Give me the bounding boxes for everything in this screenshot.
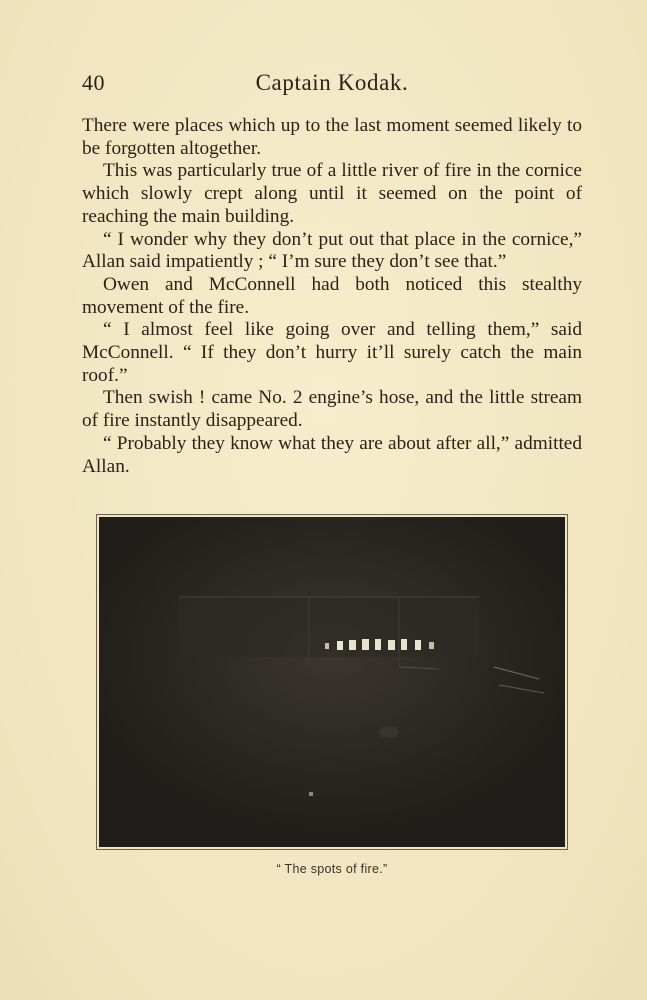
page-header [82,70,582,100]
paragraph: “ Probably they know what they are about after all,” admitted Allan. [82,432,582,477]
fire-spot [337,641,343,650]
paragraph: Then swish ! came No. 2 engine’s hose, and the little stream of fire instantly disappeared. [82,387,582,432]
photo-background [99,517,565,847]
figure-caption: “ The spots of fire.” [276,862,388,876]
fire-spot [415,640,421,650]
fire-scene-illustration [99,517,565,847]
fire-spot [362,639,369,650]
photo-frame [96,514,568,850]
paragraph: There were places which up to the last moment seemed likely to be forgotten altogether. [82,115,582,159]
paragraph: “ I almost feel like going over and telling them,” said McConnell. “ If they don’t hurry it’ll surely catch the main roof.” [82,319,582,386]
paragraph: “ I wonder why they don’t put out that place in the cornice,” Allan said impatiently ; “ I’m sure they don’t see that.” [82,228,582,273]
fire-spot [401,639,407,650]
running-title: Captain Kodak. [255,70,409,95]
paragraph: This was particularly true of a little river of fire in the cornice which slowly crept along until it seemed on the point of reaching the main building. [82,160,582,227]
night-fire-photograph [99,517,565,847]
paragraph: Owen and McConnell had both noticed this stealthy movement of the fire. [82,273,582,318]
fire-spot [388,640,395,650]
fire-spot [375,639,381,650]
body-text [82,115,582,478]
page-number: 40 [82,70,105,95]
fire-spot [349,640,356,650]
